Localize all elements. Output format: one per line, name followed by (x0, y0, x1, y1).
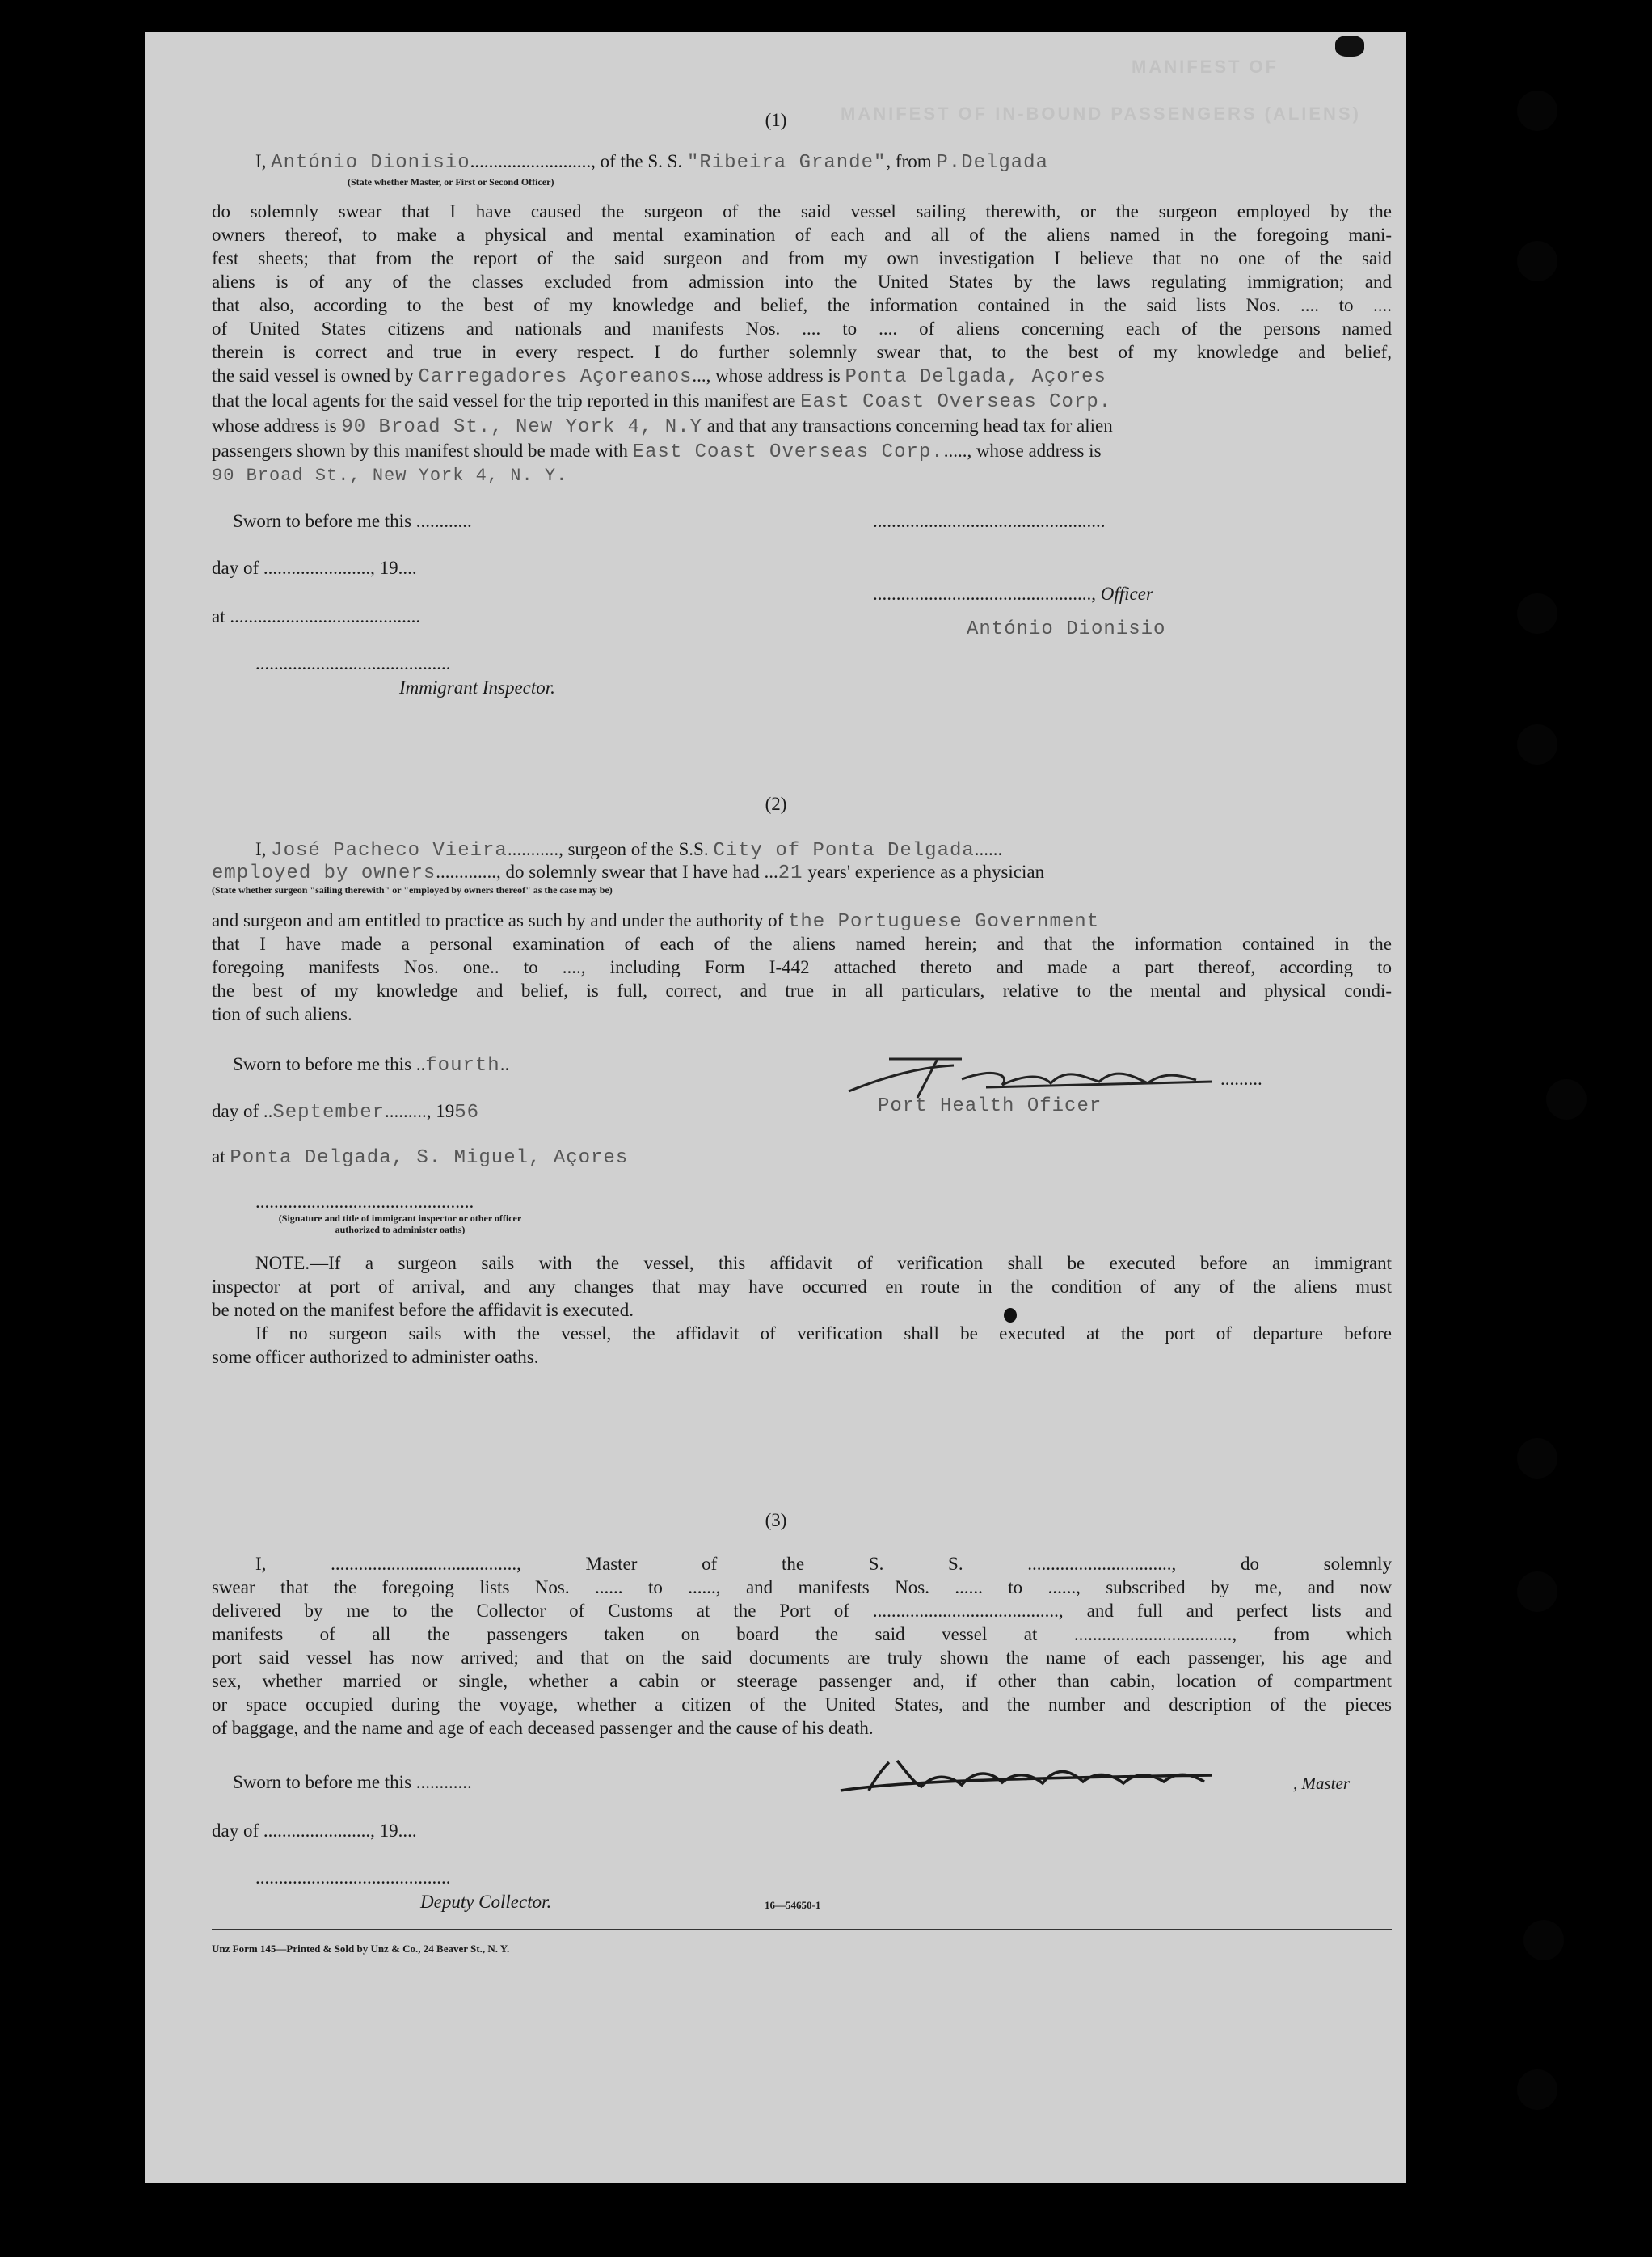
s3-master-label: , Master (1293, 1774, 1350, 1793)
ink-blot (1004, 1308, 1017, 1323)
s2-month: September (272, 1102, 385, 1124)
s2-authority-value: the Portuguese Government (788, 911, 1100, 933)
ghost-header-2: MANIFEST OF IN-BOUND PASSENGERS (ALIENS) (841, 103, 1361, 124)
s2-employment-note: (State whether surgeon "sailing therewith" or "employed by owners thereof" as the case may be) (212, 884, 613, 896)
s3-body-line: sex, whether married or single, whether a cabin or steerage passenger and, if other than cabin, location of compartment (212, 1671, 1392, 1691)
s1-body-line: aliens is of any of the classes excluded from admission into the United States by the laws regulating immigration; and (212, 272, 1392, 292)
s3-body-line: manifests of all the passengers taken on board the said vessel at .................................., from which (212, 1624, 1392, 1644)
s1-officer-dots-2: ..............................................., (873, 584, 1101, 604)
s1-officer-name: António Dionisio (271, 152, 470, 174)
s3-body (212, 1552, 1392, 1740)
s2-authority-line (212, 909, 1099, 934)
s1-agent-address-2: 90 Broad St., New York 4, N. Y. (212, 466, 568, 486)
s1-owner: Carregadores Açoreanos (418, 366, 693, 388)
punch-hole (1517, 2069, 1557, 2110)
s2-employment: employed by owners (212, 863, 436, 884)
s2-note (212, 1251, 1392, 1369)
s3-collector-label: Deputy Collector. (420, 1892, 552, 1912)
s2-years-exp: years' experience as a physician (807, 862, 1045, 882)
s1-owned-by: the said vessel is owned by (212, 365, 414, 386)
punch-hole (1517, 1571, 1557, 1612)
s3-body-last: of baggage, and the name and age of each deceased passenger and the cause of his death. (212, 1718, 874, 1738)
s3-body-line: swear that the foregoing lists Nos. ...... to ......, and manifests Nos. ...... to ......, subscribed by me, and now (212, 1577, 1392, 1597)
s2-sworn-day: fourth (425, 1055, 500, 1077)
s1-port: P.Delgada (936, 152, 1048, 174)
s2-line2: employed by owners............., do solemnly swear that I have had ...21 years' experience as a physician (212, 862, 1045, 884)
section-1-number: (1) (765, 110, 787, 130)
s1-body-line: owners thereof, to make a physical and mental examination of each and all of the aliens named in the foregoing mani- (212, 225, 1392, 245)
s1-officer-note: (State whether Master, or First or Second Officer) (348, 176, 554, 188)
s1-at: at ......................................... (212, 606, 421, 626)
s1-line1: I, António Dionisio.........................., of the S. S. "Ribeira Grande", from P.Delgada (255, 151, 1048, 174)
manifest-page (145, 32, 1406, 2183)
punch-hole (1517, 241, 1557, 281)
punch-hole (1517, 91, 1557, 131)
s2-day-line: day of ..September........., 1956 (212, 1101, 480, 1124)
ink-blot (1335, 36, 1364, 57)
s2-note-line: be noted on the manifest before the affidavit is executed. (212, 1300, 634, 1320)
s1-inspector-line: .......................................... (255, 653, 451, 673)
s1-owner-line (212, 364, 1392, 389)
s1-agent: East Coast Overseas Corp. (800, 391, 1112, 413)
s2-authority: and surgeon and am entitled to practice as such by and under the authority of (212, 910, 784, 930)
s1-sworn: Sworn to before me this ............ (233, 511, 472, 531)
s2-note-label: NOTE. (255, 1253, 310, 1273)
s2-day-of: day of (212, 1101, 259, 1121)
s1-whose-address-3: ....., whose address is (943, 441, 1102, 461)
s3-collector-line: .......................................... (255, 1867, 451, 1888)
s1-body-line: fest sheets; that from the report of the said surgeon and from my own investigation I believe that no one of the said (212, 248, 1392, 268)
s1-body-line: that also, according to the best of my knowledge and belief, the information contained in the said lists Nos. .... to .... (212, 295, 1392, 315)
section-3-number: (3) (765, 1510, 787, 1530)
s1-whose-address-2: whose address is (212, 416, 337, 436)
s1-officer-label: Officer (1100, 584, 1153, 604)
s1-passengers-text: passengers shown by this manifest should be made with (212, 441, 628, 461)
s2-place: Ponta Delgada, S. Miguel, Açores (230, 1147, 629, 1169)
punch-hole (1517, 724, 1557, 765)
s1-owner-address: Ponta Delgada, Açores (845, 366, 1106, 388)
s1-i: I, (255, 151, 267, 171)
s2-body-line: that I have made a personal examination of each of the aliens named herein; and that the information contained in the (212, 934, 1392, 954)
s2-surgeon-name: José Pacheco Vieira (271, 840, 508, 862)
s2-sworn-line: Sworn to before me this ..fourth.. (233, 1054, 510, 1077)
s2-sworn: Sworn to before me this (233, 1054, 412, 1074)
s1-body-line: of United States citizens and nationals and manifests Nos. .... to .... of aliens concerning each of the persons named (212, 319, 1392, 339)
s2-i: I, (255, 839, 267, 859)
ghost-header-1: MANIFEST OF (1132, 57, 1279, 77)
s3-body-line: I, ........................................, Master of the S. S. ..............................., do solemnly (255, 1554, 1392, 1574)
s1-inspector-label: Immigrant Inspector. (399, 677, 555, 698)
s1-agent-address-line (212, 414, 1392, 439)
s2-body-line: foregoing manifests Nos. one.. to ...., including Form I-442 attached thereto and made a part thereof, according to (212, 957, 1392, 977)
s1-officer-line (873, 582, 1153, 605)
s2-at: at (212, 1146, 225, 1166)
s1-body-line: therein is correct and true in every respect. I do further solemnly swear that, to the best of my knowledge and belief, (212, 342, 1392, 362)
s2-note-line-1 (212, 1251, 1392, 1275)
s2-body-line: the best of my knowledge and belief, is full, correct, and true in all particulars, relative to the mental and physical condi- (212, 981, 1392, 1001)
s1-agents-text: that the local agents for the said vessel for the trip reported in this manifest are (212, 390, 796, 411)
s1-officer-typed: António Dionisio (967, 618, 1166, 640)
s1-body-line: do solemnly swear that I have caused the surgeon of the said vessel sailing therewith, or the surgeon employed by the (212, 201, 1392, 221)
s2-phys-title: Port Health Oficer (878, 1095, 1102, 1117)
punch-hole (1517, 1438, 1557, 1479)
s2-vessel: City of Ponta Delgada (713, 840, 975, 862)
s1-body (212, 200, 1392, 487)
s2-surgeon-of: ..........., surgeon of the S.S. (507, 839, 709, 859)
s1-whose-address: ..., whose address is (692, 365, 841, 386)
s2-body-last: tion of such aliens. (212, 1004, 352, 1024)
s2-swear: ............., do solemnly swear that I have had (436, 862, 760, 882)
master-signature (824, 1746, 1277, 1803)
s2-sig-note: (Signature and title of immigrant inspector or other officer authorized to administer oaths) (278, 1213, 522, 1235)
s3-day: day of ......................., 19.... (212, 1820, 417, 1841)
s1-from: , from (886, 151, 932, 171)
s2-years: 21 (778, 863, 803, 884)
s2-sig-line: ............................................... (255, 1192, 474, 1212)
footer-rule (212, 1929, 1392, 1930)
s2-at-line (212, 1145, 628, 1170)
punch-hole (1546, 1079, 1587, 1120)
s3-sworn: Sworn to before me this ............ (233, 1772, 472, 1792)
s3-body-line: or space occupied during the voyage, whether a citizen of the United States, and the number and description of the pieces (212, 1694, 1392, 1715)
s2-line1: I, José Pacheco Vieira..........., surgeon of the S.S. City of Ponta Delgada...... (255, 839, 1003, 862)
s2-note-line: some officer authorized to administer oaths. (212, 1347, 539, 1367)
s2-note-line: If no surgeon sails with the vessel, the affidavit of verification shall be executed at the port of departure before (255, 1323, 1392, 1344)
s3-body-line: port said vessel has now arrived; and that on the said documents are truly shown the name of each passenger, his age and (212, 1647, 1392, 1668)
s2-year-suffix: 56 (454, 1102, 480, 1124)
s3-body-line: delivered by me to the Collector of Customs at the Port of ........................................, and full and perfect lists and (212, 1601, 1392, 1621)
s1-vessel: "Ribeira Grande" (686, 152, 887, 174)
section-2-number: (2) (765, 794, 787, 814)
s1-passengers-line (212, 439, 1392, 464)
s1-transactions: and that any transactions concerning head tax for alien (706, 416, 1113, 436)
form-code: 16—54650-1 (765, 1899, 821, 1911)
s1-of-ss: , of the S. S. (591, 151, 683, 171)
s2-note-line: inspector at port of arrival, and any changes that may have occurred en route in the condition of any of the aliens must (212, 1276, 1392, 1297)
s1-agent-address: 90 Broad St., New York 4, N.Y (341, 416, 703, 438)
s2-year-prefix: 19 (436, 1101, 455, 1121)
s1-day: day of ......................., 19.... (212, 558, 417, 578)
s2-body (212, 932, 1392, 1026)
punch-hole (1523, 1920, 1564, 1960)
s1-officer-dots: .................................................. (873, 511, 1106, 531)
printer-line: Unz Form 145—Printed & Sold by Unz & Co., 24 Beaver St., N. Y. (212, 1943, 510, 1955)
svg-text:.........: ......... (1220, 1069, 1262, 1089)
punch-hole (1517, 593, 1557, 634)
s2-note-text: —If a surgeon sails with the vessel, this affidavit of verification shall be executed before an immigrant (310, 1253, 1392, 1273)
s1-agent-2: East Coast Overseas Corp. (632, 441, 944, 463)
s1-agent-line (212, 389, 1392, 414)
